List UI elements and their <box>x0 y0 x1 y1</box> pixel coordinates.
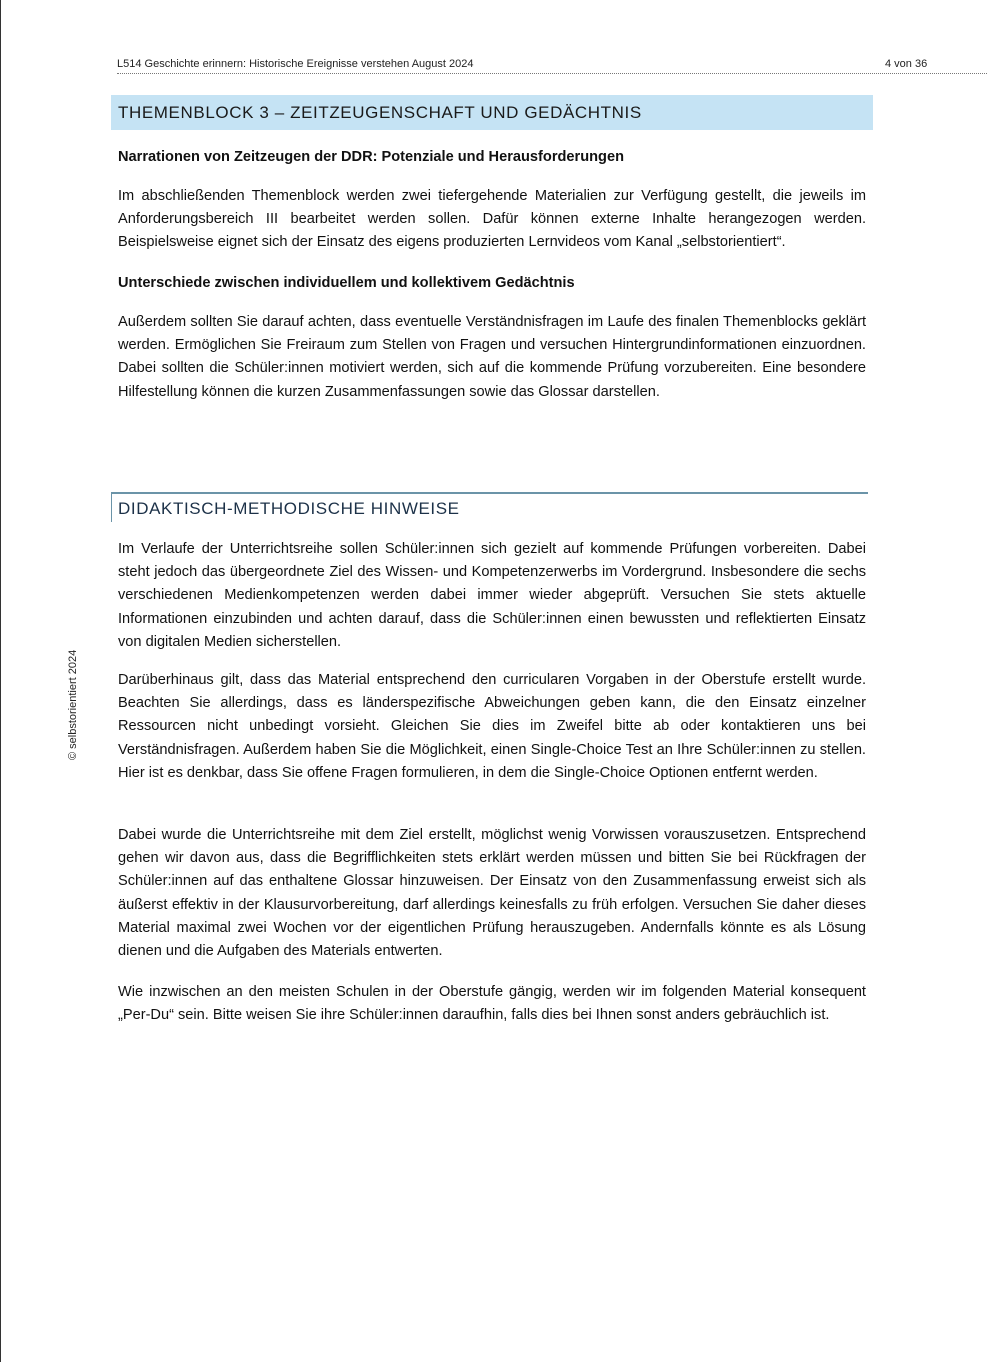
paragraph-themenblock-intro: Im abschließenden Themenblock werden zwei tiefergehende Materialien zur Verfügung gestellt, die jeweils im Anforderungsbereich III bearbeitet werden sollen. Dafür können externe Inhalte herangezogen werden. Beispielsweise eignet sich der Einsatz des eigens produzierten Lernvideos vom Kanal „selbstorientiert“. <box>118 188 866 251</box>
paragraph-didaktik-3: Dabei wurde die Unterrichtsreihe mit dem Ziel erstellt, möglichst wenig Vorwissen vorauszusetzen. Entsprechend gehen wir davon aus, dass die Begrifflichkeiten stets erklärt werden müssen und bitten Sie bei Rückfragen der Schüler:innen auf das enthaltene Glossar hinzuweisen. Der Einsatz von den Zusammenfassung erweist sich als äußerst effektiv in der Klausurvorbereitung, darf allerdings keinesfalls zu früh erfolgen. Versuchen Sie daher dieses Material maximal zwei Wochen vor der eigentlichen Prüfung herauszugeben. Andernfalls könnte es als Lösung dienen und die Aufgaben des Materials entwerten. <box>118 827 866 960</box>
page-number: 4 von 36 <box>885 58 928 70</box>
subheading-gedaechtnis: Unterschiede zwischen individuellem und kollektivem Gedächtnis <box>118 275 575 291</box>
copyright-notice: © selbstorientiert 2024 <box>67 649 79 760</box>
page-edge <box>0 0 1 1362</box>
document-title: L514 Geschichte erinnern: Historische Ereignisse verstehen August 2024 <box>117 58 474 70</box>
paragraph-verstaendnisfragen: Außerdem sollten Sie darauf achten, dass eventuelle Verständnisfragen im Laufe des finalen Themenblocks geklärt werden. Ermöglichen Sie Freiraum zum Stellen von Fragen und versuchen Hintergrundinformationen einzuordnen. Dabei sollten die Schüler:innen motiviert werden, sich auf die kommende Prüfung vorzubereiten. Eine besondere Hilfestellung können die kurzen Zusammenfassungen sowie das Glossar darstellen. <box>118 314 866 400</box>
page-header <box>117 57 987 74</box>
section-heading-didaktisch: DIDAKTISCH-METHODISCHE HINWEISE <box>111 492 868 522</box>
section-heading-themenblock-3: THEMENBLOCK 3 – ZEITZEUGENSCHAFT UND GEDÄCHTNIS <box>111 95 873 130</box>
subheading-narrationen: Narrationen von Zeitzeugen der DDR: Potenziale und Herausforderungen <box>118 149 624 165</box>
paragraph-didaktik-4: Wie inzwischen an den meisten Schulen in der Oberstufe gängig, werden wir im folgenden Material konsequent „Per-Du“ sein. Bitte weisen Sie ihre Schüler:innen daraufhin, falls dies bei Ihnen sonst anders gebräuchlich ist. <box>118 984 866 1024</box>
paragraph-didaktik-2: Darüberhinaus gilt, dass das Material entsprechend den curricularen Vorgaben in der Oberstufe erstellt wurde. Beachten Sie allerdings, dass es länderspezifische Abweichungen geben kann, die den Einsatz einzelner Ressourcen nicht unbedingt vorsieht. Gleichen Sie dies im Zweifel bitte ab oder kontaktieren uns bei Verständnisfragen. Außerdem haben Sie die Möglichkeit, einen Single-Choice Test an Ihre Schüler:innen zu stellen. Hier ist es denkbar, dass Sie offene Fragen formulieren, in dem die Single-Choice Optionen entfernt werden. <box>118 672 866 781</box>
paragraph-didaktik-1: Im Verlaufe der Unterrichtsreihe sollen Schüler:innen sich gezielt auf kommende Prüfungen vorbereiten. Dabei steht jedoch das übergeordnete Ziel des Wissen- und Kompetenzerwerbs im Vordergrund. Insbesondere die sechs verschiedenen Medienkompetenzen werden dabei immer wieder abgeprüft. Versuchen Sie stets aktuelle Informationen einzubinden und achten darauf, dass die Schüler:innen einen bewussten und reflektierten Einsatz von digitalen Medien sicherstellen. <box>118 541 866 650</box>
